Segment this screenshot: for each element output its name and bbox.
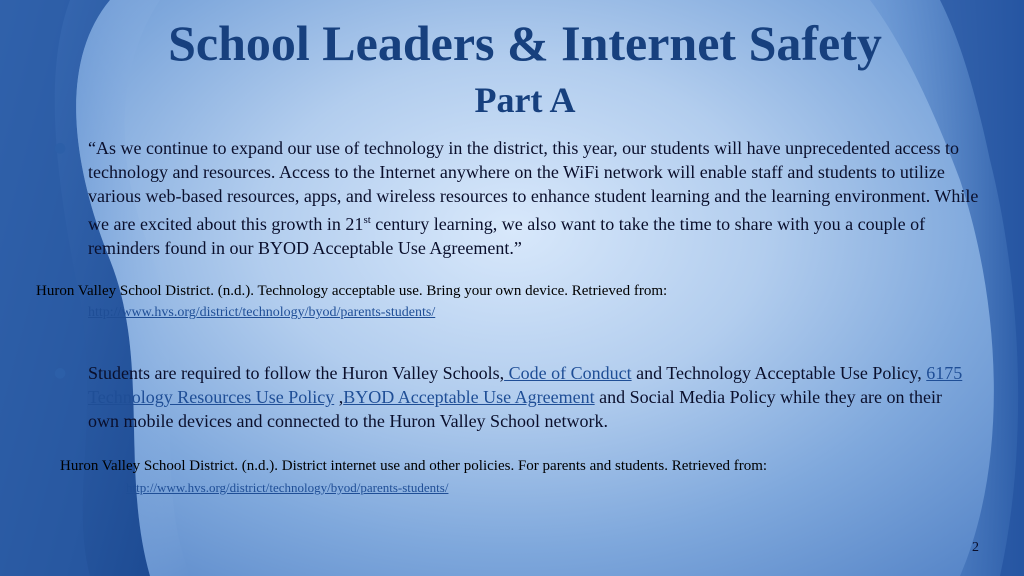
bullet-quote: [54, 136, 988, 260]
citation-2-text: Huron Valley School District. (n.d.). District internet use and other policies. For parents and students. Retrieved from:: [60, 458, 768, 474]
bullet-policies-text-3: ,: [334, 387, 344, 407]
bullet-quote-text-end: century learning, we also want to take the time to share with you a couple of reminders found in our BYOD Acceptable Use Agreement.”: [88, 214, 926, 258]
bullet-policies-text-2: and Technology Acceptable Use Policy,: [631, 363, 927, 383]
byod-agreement-link[interactable]: BYOD Acceptable Use Agreement: [343, 387, 595, 407]
bullet-policies-text-4: and Social Media Policy while they are on their own mobile devices and connected to the Huron Valley School network.: [88, 387, 943, 431]
technology-resources-policy-link[interactable]: 6175 Technology Resources Use Policy: [88, 363, 963, 407]
slide-subtitle: Part A: [474, 80, 576, 120]
citation-1-text: Huron Valley School District. (n.d.). Technology acceptable use. Bring your own device. Retrieved from:: [36, 283, 668, 299]
slide-title: School Leaders & Internet Safety: [168, 15, 882, 71]
bullet-policies: [54, 361, 968, 433]
citation-1-link[interactable]: http://www.hvs.org/district/technology/byod/parents-students/: [88, 305, 436, 320]
bullet-dot-icon: ●: [54, 140, 67, 156]
bullet-quote-sup: st: [363, 214, 371, 226]
citation-2: [60, 456, 960, 498]
bullet-dot-icon: ●: [54, 365, 67, 381]
code-of-conduct-link[interactable]: Code of Conduct: [504, 363, 632, 383]
bullet-quote-text: “As we continue to expand our use of technology in the district, this year, our students will have unprecedented access to technology and resources. Access to the Internet anywhere on the WiFi network will enable staff and students to utilize various web-based resources, apps, and wireless resources to enhance student learning and the learning environment. While we are excited about this growth in 21: [88, 138, 979, 234]
bullet-policies-text-1: Students are required to follow the Huron Valley Schools,: [88, 363, 505, 383]
page-number: 2: [972, 540, 979, 555]
citation-2-link[interactable]: http://www.hvs.org/district/technology/byod/parents-students/: [126, 480, 449, 495]
citation-1: [36, 281, 936, 323]
